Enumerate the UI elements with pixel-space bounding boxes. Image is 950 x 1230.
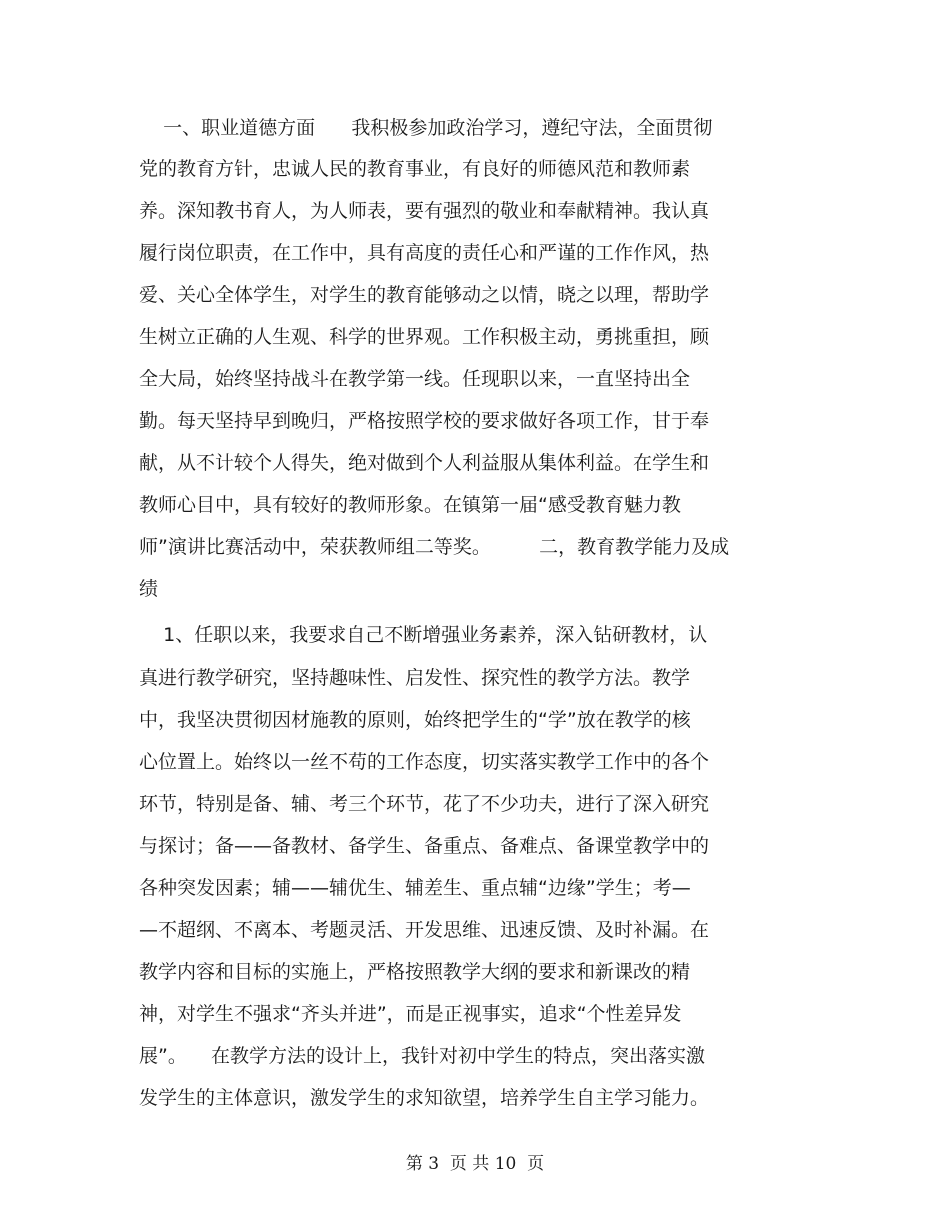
text-line: 党的教育方针，忠诚人民的教育事业，有良好的师德风范和教师素 bbox=[139, 158, 691, 180]
text-line: 中，我坚决贯彻因材施教的原则，始终把学生的“学”放在教学的核 bbox=[139, 709, 691, 731]
page-number-footer: 第 3 页 共 10 页 bbox=[405, 1154, 545, 1174]
text-line: 神，对学生不强求“齐头并进”，而是正视事实，追求“个性差异发 bbox=[139, 1003, 682, 1025]
text-line: 一、职业道德方面 我积极参加政治学习，遵纪守法，全面贯彻 bbox=[139, 117, 713, 139]
text-line: 养。深知教书育人，为人师表，要有强烈的敬业和奉献精神。我认真 bbox=[139, 200, 710, 222]
text-line: 献，从不计较个人得失，绝对做到个人利益服从集体利益。在学生和 bbox=[139, 452, 710, 474]
text-line: 教师心目中，具有较好的教师形象。在镇第一届“感受教育魅力教 bbox=[139, 494, 681, 516]
text-line: 绩 bbox=[139, 578, 159, 600]
text-line: 生树立正确的人生观、科学的世界观。工作积极主动，勇挑重担，顾 bbox=[139, 326, 710, 348]
text-line: 心位置上。始终以一丝不苟的工作态度，切实落实教学工作中的各个 bbox=[139, 751, 710, 773]
text-line: 发学生的主体意识，激发学生的求知欲望，培养学生自主学习能力。 bbox=[139, 1087, 710, 1109]
text-line: 环节，特别是备、辅、考三个环节，花了不少功夫，进行了深入研究 bbox=[139, 793, 710, 815]
text-line: 1、任职以来，我要求自己不断增强业务素养，深入钻研教材，认 bbox=[139, 624, 708, 646]
text-line: 全大局，始终坚持战斗在教学第一线。任现职以来，一直坚持出全 bbox=[139, 368, 691, 390]
text-line: 真进行教学研究，坚持趣味性、启发性、探究性的教学方法。教学 bbox=[139, 667, 691, 689]
text-line: —不超纲、不离本、考题灵活、开发思维、迅速反馈、及时补漏。在 bbox=[139, 919, 710, 941]
text-line: 教学内容和目标的实施上，严格按照教学大纲的要求和新课改的精 bbox=[139, 961, 691, 983]
text-line: 爱、关心全体学生，对学生的教育能够动之以情，晓之以理，帮助学 bbox=[139, 284, 710, 306]
text-line: 勤。每天坚持早到晚归，严格按照学校的要求做好各项工作，甘于奉 bbox=[139, 410, 710, 432]
text-line: 与探讨；备——备教材、备学生、备重点、备难点、备课堂教学中的 bbox=[139, 835, 710, 857]
text-line: 展”。 在教学方法的设计上，我针对初中学生的特点，突出落实激 bbox=[139, 1045, 706, 1067]
text-line: 师”演讲比赛活动中，荣获教师组二等奖。 二，教育教学能力及成 bbox=[139, 536, 730, 558]
text-line: 各种突发因素；辅——辅优生、辅差生、重点辅“边缘”学生；考— bbox=[139, 877, 691, 899]
text-line: 履行岗位职责，在工作中，具有高度的责任心和严谨的工作作风，热 bbox=[139, 242, 710, 264]
